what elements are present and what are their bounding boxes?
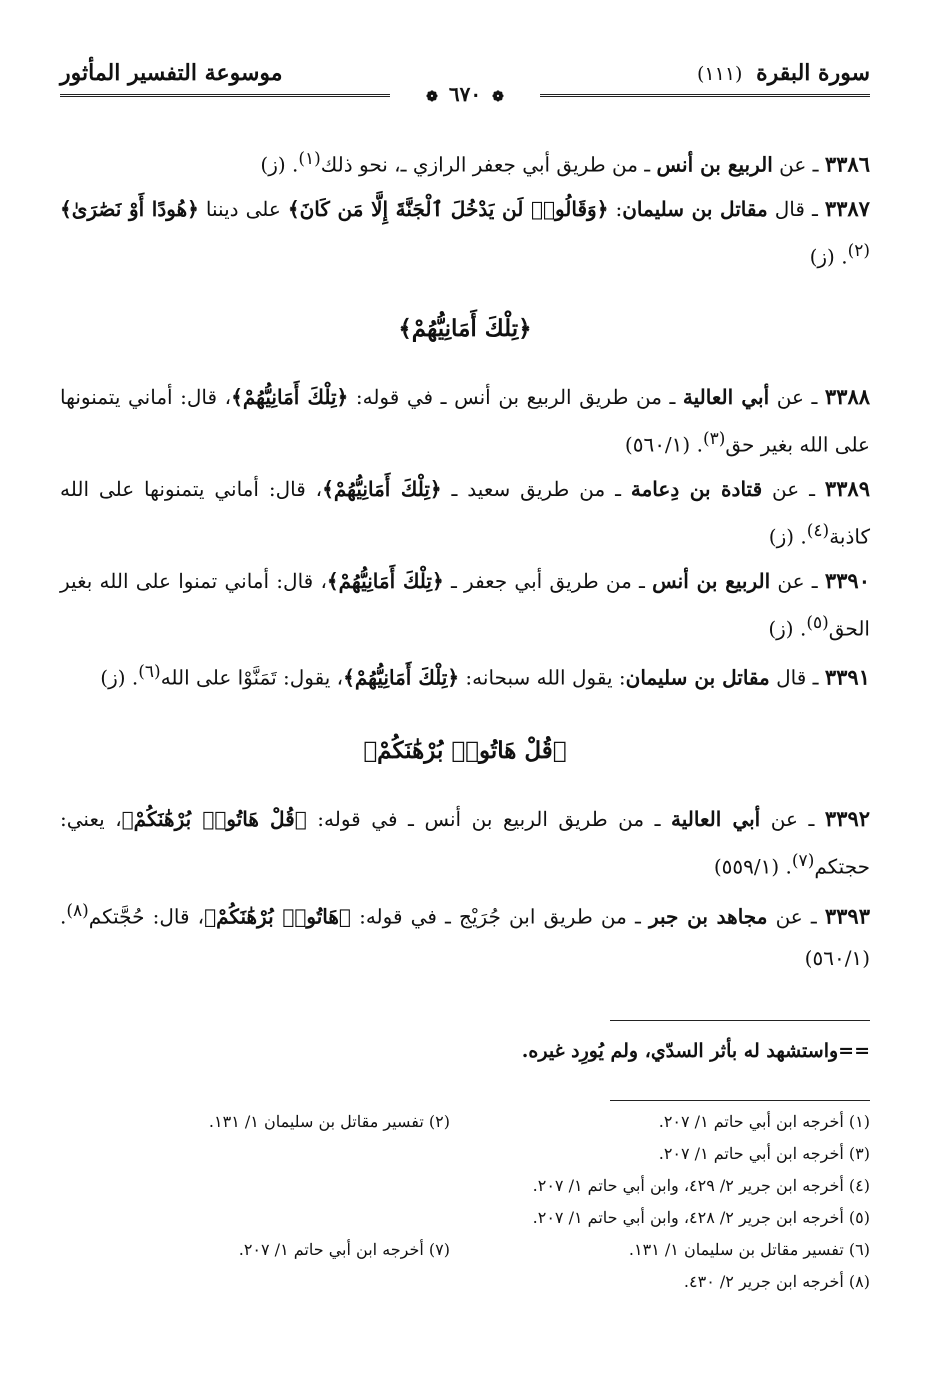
- entry-source: مقاتل بن سليمان: [625, 665, 770, 690]
- entry-tail: . (ز): [768, 524, 807, 549]
- entry-text: ، قال: أماني يتمنونها على الله كاذبة: [60, 476, 870, 549]
- entry-text: ـ من طريق أبي جعفر الرازي ـ، نحو ذلك: [320, 152, 657, 177]
- page-number: [408, 82, 522, 106]
- entry-text: ـ عن: [772, 152, 825, 177]
- footnote-ref[interactable]: (١): [298, 149, 321, 169]
- section-heading: ﴿تِلْكَ أَمَانِيُّهُمْ﴾: [398, 315, 532, 343]
- entry-text: ـ من طريق أبي جعفر ـ: [443, 568, 653, 593]
- entry-3393: [60, 890, 870, 980]
- carry-text: واستشهد له بأثر السدّي، ولم يُورِد غيره.: [521, 1040, 839, 1062]
- entry-tail: . (ز): [768, 616, 807, 641]
- entry-3391: [60, 651, 870, 699]
- carry-marker: ==: [838, 1040, 870, 1062]
- entry-text: ـ عن: [762, 476, 825, 501]
- header-rule-right: [540, 94, 870, 97]
- entry-number: ٣٣٩٣: [824, 903, 870, 929]
- footnote-ref[interactable]: (٥): [806, 612, 829, 633]
- entry-text: ـ عن: [760, 806, 825, 831]
- entry-text: ـ عن: [770, 568, 825, 593]
- footnote-1: (١) أخرجه ابن أبي حاتم ١/ ٢٠٧.: [658, 1112, 870, 1131]
- entry-text: ـ من طريق ابن جُرَيْج ـ في قوله:: [350, 904, 649, 929]
- quran-quote: ﴿قُلْ هَاتُوا۟ بُرْهَٰنَكُمْ﴾: [121, 806, 307, 831]
- entry-text: :: [608, 196, 623, 221]
- quran-quote: ﴿تِلْكَ أَمَانِيُّهُمْ﴾: [322, 476, 442, 501]
- footnote-row: [60, 1138, 870, 1170]
- footnote-row: [60, 1234, 870, 1266]
- footnote-ref[interactable]: (٨): [66, 900, 89, 921]
- entry-3388: [60, 376, 870, 466]
- footnote-row: [60, 1170, 870, 1202]
- entry-source: أبي العالية: [671, 806, 761, 831]
- entry-3387: [60, 188, 870, 278]
- entry-text: ـ قال: [769, 665, 825, 690]
- entry-tail: . (٥٦٠/١): [60, 904, 870, 971]
- footnote-2: (٢) تفسير مقاتل بن سليمان ١/ ١٣١.: [208, 1112, 450, 1131]
- section-heading: ﴿قُلْ هَاتُوا۟ بُرْهَٰنَكُمْ﴾: [363, 736, 567, 764]
- entry-text: ، قال: أماني يتمنونها على الله بغير حق: [60, 385, 870, 457]
- footnote-4: (٤) أخرجه ابن جرير ٢/ ٤٢٩، وابن أبي حاتم ١/ ٢٠٧.: [532, 1176, 870, 1195]
- entry-text: ـ عن: [769, 385, 825, 410]
- entry-tail: . (٥٥٩/١): [713, 854, 792, 879]
- entry-text: ، قال: أماني تمنوا على الله بغير الحق: [60, 568, 870, 641]
- entry-number: ٣٣٩١: [824, 664, 870, 690]
- entry-source: الربيع بن أنس: [656, 152, 773, 177]
- quran-quote: ﴿هُودًا أَوْ نَصَٰرَىٰ﴾: [60, 196, 199, 221]
- footnote-row: [60, 1202, 870, 1234]
- entry-3386: [60, 138, 870, 186]
- ornament-icon: ❁: [492, 89, 504, 105]
- entry-source: أبي العالية: [682, 385, 770, 410]
- entry-text: : يقول الله سبحانه:: [459, 665, 626, 690]
- entry-number: ٣٣٨٦: [824, 151, 870, 177]
- footnote-ref[interactable]: (٤): [806, 520, 830, 541]
- footnote-row: [60, 1106, 870, 1138]
- entry-number: ٣٣٨٧: [824, 195, 870, 221]
- footnote-row: [60, 1266, 870, 1298]
- footnote-divider: [610, 1020, 870, 1021]
- entry-tail: . (ز): [809, 244, 848, 269]
- surah-title: [697, 60, 870, 86]
- quran-quote: ﴿تِلْكَ أَمَانِيُّهُمْ﴾: [343, 665, 460, 690]
- carry-over-note: [60, 1040, 870, 1062]
- ornament-icon: ❁: [426, 89, 438, 105]
- entry-text: على ديننا: [198, 196, 288, 221]
- entry-text: ـ من طريق الربيع بن أنس ـ في قوله:: [348, 385, 683, 410]
- footnote-8: (٨) أخرجه ابن جرير ٢/ ٤٣٠.: [683, 1272, 870, 1291]
- entry-source: مجاهد بن جبر: [648, 904, 768, 929]
- page-number-value: ٦٧٠: [448, 82, 482, 106]
- entry-number: ٣٣٩٢: [824, 805, 871, 831]
- footnote-3: (٣) أخرجه ابن أبي حاتم ١/ ٢٠٧.: [658, 1144, 870, 1163]
- entry-text: ـ قال: [767, 196, 825, 221]
- entry-tail: . (ز): [100, 665, 139, 690]
- footnote-ref[interactable]: (٣): [702, 429, 726, 450]
- quran-quote: ﴿تِلْكَ أَمَانِيُّهُمْ﴾: [231, 385, 349, 410]
- entry-tail: . (٥٦٠/١): [624, 432, 703, 457]
- page: [60, 40, 870, 1360]
- footnote-ref[interactable]: (٢): [847, 240, 870, 261]
- entry-tail: . (ز): [260, 152, 299, 177]
- entry-source: قتادة بن دِعامة: [630, 476, 763, 501]
- entry-text: ، يقول: تَمَنَّوْا على الله: [160, 665, 344, 690]
- quran-quote: ﴿تِلْكَ أَمَانِيُّهُمْ﴾: [326, 568, 444, 593]
- entry-text: ، يعني: حجتكم: [60, 806, 870, 879]
- footnotes: [60, 1106, 870, 1298]
- entry-3390: [60, 560, 870, 650]
- footnote-empty: [60, 1138, 450, 1170]
- footnote-7: (٧) أخرجه ابن أبي حاتم ١/ ٢٠٧.: [238, 1240, 450, 1259]
- entry-number: ٣٣٨٨: [824, 384, 871, 410]
- quran-quote: ﴿وَقَالُوا۟ لَن يَدْخُلَ ٱلْجَنَّةَ إِلَّا مَن كَانَ﴾: [287, 196, 609, 221]
- entry-text: ـ من طريق الربيع بن أنس ـ في قوله:: [306, 806, 672, 831]
- main-text: [60, 138, 870, 981]
- entry-number: ٣٣٨٩: [824, 475, 870, 501]
- page-header: [60, 60, 870, 104]
- entry-source: مقاتل بن سليمان: [622, 196, 768, 221]
- quran-quote: ﴿هَاتُوا۟ بُرْهَٰنَكُمْ﴾: [204, 904, 351, 929]
- entry-text: ـ عن: [767, 904, 825, 929]
- entry-number: ٣٣٩٠: [824, 567, 870, 593]
- footnote-ref[interactable]: (٧): [791, 850, 815, 871]
- footnote-6: (٦) تفسير مقاتل بن سليمان ١/ ١٣١.: [628, 1240, 870, 1259]
- entry-3389: [60, 468, 870, 558]
- book-title: موسوعة التفسير المأثور: [60, 60, 283, 86]
- entry-source: الربيع بن أنس: [652, 568, 771, 593]
- entry-text: ـ من طريق سعيد ـ: [441, 476, 631, 501]
- footnote-ref[interactable]: (٦): [138, 662, 161, 683]
- footnote-5: (٥) أخرجه ابن جرير ٢/ ٤٢٨، وابن أبي حاتم ١/ ٢٠٧.: [532, 1208, 870, 1227]
- verse-ref: (١١١): [697, 63, 743, 85]
- header-rule-left: [60, 94, 390, 97]
- surah-name: سورة البقرة: [756, 60, 870, 86]
- footnote-divider: [610, 1100, 870, 1101]
- entry-3392: [60, 798, 870, 888]
- entry-text: ، قال: حُجَّتكم: [88, 904, 205, 929]
